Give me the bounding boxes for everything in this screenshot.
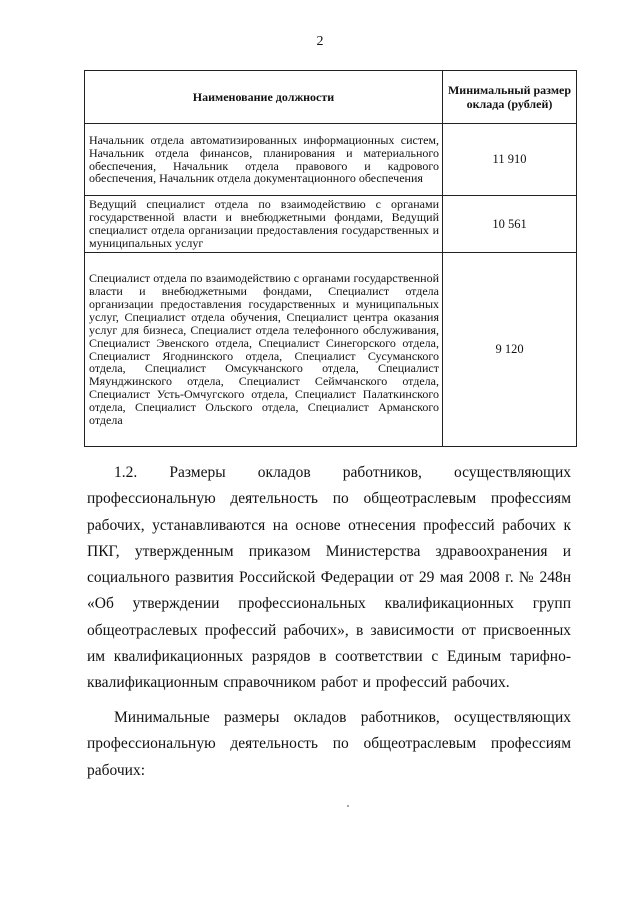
page-number: 2 (316, 34, 324, 49)
body-paragraph: 1.2. Размеры окладов работников, осуществляющих профессиональную деятельность по общеотраслевым профессиям рабочих, устанавливаются на основе отнесения профессий рабочих к ПКГ, утвержденным приказом Министерства здравоохранения и социального развития Российской Федерации от 29 мая 2008 г. № 248н «Об утверждении профессиональных квалификационных групп общеотраслевых профессий рабочих», в зависимости от присвоенных им квалификационных разрядов в соответствии с Единым тарифно-квалификационным справочником работ и профессий рабочих. (87, 464, 571, 692)
body-paragraph: Минимальные размеры окладов работников, осуществляющих профессиональную деятельность по общеотраслевым профессиям рабочих: (87, 709, 571, 779)
salary-cell: 9 120 (443, 253, 577, 447)
position-cell: Специалист отдела по взаимодействию с органами государственной власти и внебюджетными фондами, Специалист отдела организации предоставления государственных и муниципальных услуг, Специалист отдела обучения, Специалист центра оказания услуг для бизнеса, Специалист отдела телефонного обслуживания, Специалист Эвенского отдела, Специалист Синегорского отдела, Специалист Ягоднинского отдела, Специалист Сусуманского отдела, Специалист Омсукчанского отдела, Специалист Мяунджинского отдела, Специалист Сеймчанского отдела, Специалист Усть-Омчугского отдела, Специалист Палаткинского отдела, Специалист Ольского отдела, Специалист Арманского отдела (85, 253, 443, 447)
position-cell: Начальник отдела автоматизированных информационных систем, Начальник отдела финансов, планирования и материального обеспечения, Начальник отдела правового и кадрового обеспечения, Начальник отдела документационного обеспечения (85, 124, 443, 196)
scan-speck (347, 805, 349, 807)
header-position: Наименование должности (85, 71, 443, 124)
salary-cell: 10 561 (443, 196, 577, 253)
salary-cell: 11 910 (443, 124, 577, 196)
position-cell: Ведущий специалист отдела по взаимодействию с органами государственной власти и внебюджетными фондами, Ведущий специалист отдела организации предоставления государственных и муниципальных услуг (85, 196, 443, 253)
table-row (85, 253, 577, 447)
table-row (85, 124, 577, 196)
table-header-row (85, 71, 577, 124)
table-row (85, 196, 577, 253)
salary-table (84, 70, 577, 447)
header-salary: Минимальный размер оклада (рублей) (443, 71, 577, 124)
